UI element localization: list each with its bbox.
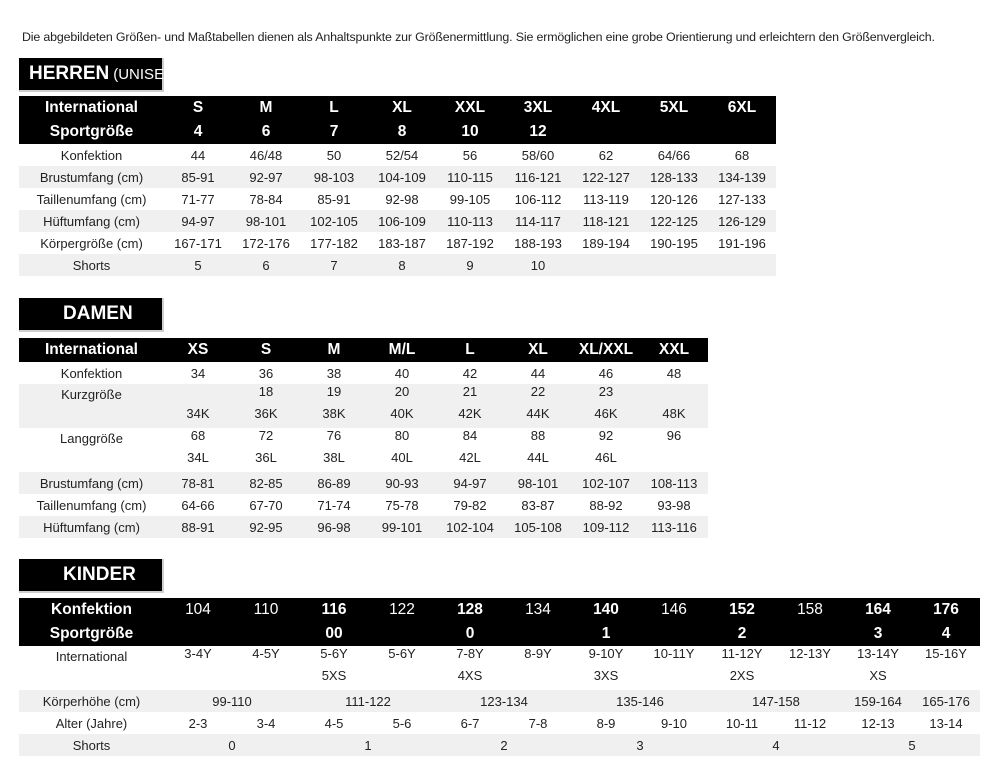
- table-cell: 102-105: [300, 210, 368, 232]
- table-cell: 6: [232, 254, 300, 276]
- row-label: Körperhöhe (cm): [19, 690, 164, 712]
- table-cell: 127-133: [708, 188, 776, 210]
- table-cell: 109-112: [572, 516, 640, 538]
- table-cell: 6-7: [436, 712, 504, 734]
- table-cell: [504, 646, 572, 690]
- cell-bottom-value: [504, 668, 572, 690]
- table-cell: [300, 428, 368, 472]
- cell-bottom-value: 42L: [459, 450, 481, 465]
- table-cell: 102-107: [572, 472, 640, 494]
- cell-top-value: 19: [326, 384, 342, 399]
- header-size: L: [300, 96, 368, 120]
- herren-subtitle: (UNISEX): [113, 65, 180, 83]
- cell-top-value: 18: [258, 384, 274, 399]
- table-row: [19, 428, 708, 472]
- table-cell: 105-108: [504, 516, 572, 538]
- table-row: [19, 210, 776, 232]
- cell-top-value: 15-16Y: [925, 646, 967, 661]
- table-row: [19, 712, 980, 734]
- table-cell: [504, 384, 572, 428]
- table-cell: 56: [436, 144, 504, 166]
- row-label: Konfektion: [19, 144, 164, 166]
- header-size: 146: [640, 598, 708, 622]
- header-sport-size: [776, 622, 844, 646]
- header-size: 164: [844, 598, 912, 622]
- header-size: 5XL: [640, 96, 708, 120]
- table-cell: 85-91: [300, 188, 368, 210]
- table-cell: 9: [436, 254, 504, 276]
- table-cell: 92-98: [368, 188, 436, 210]
- table-cell: 191-196: [708, 232, 776, 254]
- kinder-table: [19, 598, 980, 756]
- table-cell: [164, 646, 232, 690]
- header-size: 116: [300, 598, 368, 622]
- cell-top-value: 9-10Y: [588, 646, 624, 661]
- table-cell: 4-5: [300, 712, 368, 734]
- table-cell: 4: [708, 734, 844, 756]
- table-cell: [912, 646, 980, 690]
- header-sport-size: 0: [436, 622, 504, 646]
- table-cell: 9-10: [640, 712, 708, 734]
- table-cell: 50: [300, 144, 368, 166]
- header-size: XL/XXL: [572, 338, 640, 362]
- cell-top-value: 21: [462, 384, 478, 399]
- cell-bottom-value: 46K: [594, 406, 618, 421]
- table-cell: 7: [300, 254, 368, 276]
- header-size: XL: [368, 96, 436, 120]
- table-cell: 7-8: [504, 712, 572, 734]
- cell-bottom-value: 44K: [526, 406, 550, 421]
- header-size: L: [436, 338, 504, 362]
- table-cell: [436, 428, 504, 472]
- table-cell: 38: [300, 362, 368, 384]
- table-row: [19, 254, 776, 276]
- table-cell: 98-101: [504, 472, 572, 494]
- table-row: [19, 232, 776, 254]
- cell-top-value: 72: [258, 428, 274, 443]
- table-cell: 108-113: [640, 472, 708, 494]
- intro-text: Die abgebildeten Größen- und Maßtabellen dienen als Anhaltspunkte zur Größenermittlung. Sie ermöglichen eine grobe Orientierung und erleichtern den Größenvergleich.: [22, 30, 935, 44]
- table-cell: 94-97: [164, 210, 232, 232]
- table-cell: 10-11: [708, 712, 776, 734]
- herren-header-international: [19, 96, 776, 120]
- table-cell: 190-195: [640, 232, 708, 254]
- table-cell: [640, 646, 708, 690]
- table-cell: 111-122: [300, 690, 436, 712]
- table-cell: 52/54: [368, 144, 436, 166]
- kinder-title-box: [19, 559, 164, 593]
- table-cell: 122-125: [640, 210, 708, 232]
- table-cell: 46/48: [232, 144, 300, 166]
- table-cell: 42: [436, 362, 504, 384]
- cell-top-value: 23: [598, 384, 614, 399]
- table-cell: [504, 428, 572, 472]
- table-cell: 116-121: [504, 166, 572, 188]
- table-cell: 99-105: [436, 188, 504, 210]
- cell-top-value: 12-13Y: [789, 646, 831, 661]
- table-cell: 189-194: [572, 232, 640, 254]
- cell-top-value: [640, 384, 708, 406]
- table-cell: 123-134: [436, 690, 572, 712]
- table-cell: [572, 384, 640, 428]
- cell-bottom-value: [640, 450, 708, 472]
- table-cell: 3-4: [232, 712, 300, 734]
- cell-bottom-value: [912, 668, 980, 690]
- header-size: S: [232, 338, 300, 362]
- header-sport-size: [708, 120, 776, 144]
- table-cell: 62: [572, 144, 640, 166]
- herren-header-sport: [19, 120, 776, 144]
- table-cell: 71-74: [300, 494, 368, 516]
- table-cell: 12-13: [844, 712, 912, 734]
- header-sport-size: [368, 622, 436, 646]
- table-cell: [300, 384, 368, 428]
- header-size: 128: [436, 598, 504, 622]
- table-cell: [640, 384, 708, 428]
- cell-bottom-value: 36L: [255, 450, 277, 465]
- cell-bottom-value: 4XS: [457, 668, 483, 683]
- cell-bottom-value: 48K: [662, 406, 686, 421]
- cell-top-value: 84: [462, 428, 478, 443]
- table-cell: 78-81: [164, 472, 232, 494]
- table-cell: 8-9: [572, 712, 640, 734]
- table-cell: 113-116: [640, 516, 708, 538]
- table-row: [19, 362, 708, 384]
- table-cell: 93-98: [640, 494, 708, 516]
- cell-top-value: 80: [394, 428, 410, 443]
- table-row: [19, 734, 980, 756]
- header-label: Sportgröße: [19, 622, 164, 646]
- table-cell: 165-176: [912, 690, 980, 712]
- table-cell: 48: [640, 362, 708, 384]
- cell-top-value: 4-5Y: [252, 646, 280, 661]
- row-label: Hüftumfang (cm): [19, 516, 164, 538]
- header-sport-size: [504, 622, 572, 646]
- table-cell: 159-164: [844, 690, 912, 712]
- header-sport-size: 7: [300, 120, 368, 144]
- header-size: XS: [164, 338, 232, 362]
- cell-top-value: 68: [190, 428, 206, 443]
- table-cell: 71-77: [164, 188, 232, 210]
- header-sport-size: [232, 622, 300, 646]
- header-size: S: [164, 96, 232, 120]
- table-cell: [368, 428, 436, 472]
- table-cell: [368, 646, 436, 690]
- table-row: [19, 144, 776, 166]
- table-cell: 147-158: [708, 690, 844, 712]
- table-cell: 187-192: [436, 232, 504, 254]
- table-cell: 94-97: [436, 472, 504, 494]
- table-row: [19, 472, 708, 494]
- table-row: [19, 646, 980, 690]
- cell-top-value: 20: [394, 384, 410, 399]
- table-cell: 135-146: [572, 690, 708, 712]
- header-size: M: [300, 338, 368, 362]
- header-size: 4XL: [572, 96, 640, 120]
- cell-bottom-value: 2XS: [729, 668, 755, 683]
- cell-bottom-value: 40L: [391, 450, 413, 465]
- cell-bottom-value: [776, 668, 844, 690]
- cell-bottom-value: XS: [869, 668, 887, 683]
- cell-top-value: 10-11Y: [653, 646, 695, 661]
- table-cell: 90-93: [368, 472, 436, 494]
- header-size: 3XL: [504, 96, 572, 120]
- header-size: 6XL: [708, 96, 776, 120]
- header-size: 140: [572, 598, 640, 622]
- cell-top-value: 13-14Y: [857, 646, 899, 661]
- table-cell: 3: [572, 734, 708, 756]
- cell-bottom-value: 40K: [390, 406, 414, 421]
- row-label: Brustumfang (cm): [19, 166, 164, 188]
- cell-top-value: 22: [530, 384, 546, 399]
- row-label: Hüftumfang (cm): [19, 210, 164, 232]
- table-cell: [572, 428, 640, 472]
- row-label: Konfektion: [19, 362, 164, 384]
- table-cell: 134-139: [708, 166, 776, 188]
- kinder-title: KINDER: [63, 564, 136, 585]
- cell-top-value: [164, 384, 232, 406]
- table-cell: 86-89: [300, 472, 368, 494]
- damen-header-international: [19, 338, 708, 362]
- header-size: 158: [776, 598, 844, 622]
- cell-bottom-value: 42K: [458, 406, 482, 421]
- cell-bottom-value: 46L: [595, 450, 617, 465]
- row-label: Langgröße: [19, 428, 164, 472]
- table-cell: 177-182: [300, 232, 368, 254]
- cell-top-value: 8-9Y: [524, 646, 552, 661]
- table-cell: 118-121: [572, 210, 640, 232]
- header-sport-size: 10: [436, 120, 504, 144]
- herren-title-box: [19, 58, 180, 92]
- header-sport-size: 00: [300, 622, 368, 646]
- header-label: International: [19, 338, 164, 362]
- table-cell: 64/66: [640, 144, 708, 166]
- row-label: Brustumfang (cm): [19, 472, 164, 494]
- header-sport-size: [164, 622, 232, 646]
- table-cell: 83-87: [504, 494, 572, 516]
- table-cell: [232, 428, 300, 472]
- table-cell: 82-85: [232, 472, 300, 494]
- table-cell: 67-70: [232, 494, 300, 516]
- header-sport-size: [572, 120, 640, 144]
- row-label: Körpergröße (cm): [19, 232, 164, 254]
- table-cell: 1: [300, 734, 436, 756]
- table-cell: 106-109: [368, 210, 436, 232]
- header-label: Sportgröße: [19, 120, 164, 144]
- table-cell: 36: [232, 362, 300, 384]
- table-cell: 64-66: [164, 494, 232, 516]
- row-label: Kurzgröße: [19, 384, 164, 428]
- table-row: [19, 188, 776, 210]
- table-cell: [436, 646, 504, 690]
- header-sport-size: 8: [368, 120, 436, 144]
- table-cell: 2-3: [164, 712, 232, 734]
- cell-bottom-value: 36K: [254, 406, 278, 421]
- header-size: 176: [912, 598, 980, 622]
- table-cell: 102-104: [436, 516, 504, 538]
- row-label: Taillenumfang (cm): [19, 494, 164, 516]
- table-cell: 5: [164, 254, 232, 276]
- header-sport-size: 3: [844, 622, 912, 646]
- table-cell: 78-84: [232, 188, 300, 210]
- table-cell: [640, 428, 708, 472]
- table-cell: 120-126: [640, 188, 708, 210]
- row-label: International: [19, 646, 164, 690]
- table-cell: 96-98: [300, 516, 368, 538]
- table-cell: [776, 646, 844, 690]
- table-cell: [572, 646, 640, 690]
- table-cell: [572, 254, 640, 276]
- table-cell: 110-115: [436, 166, 504, 188]
- table-cell: 99-101: [368, 516, 436, 538]
- header-size: XXL: [436, 96, 504, 120]
- header-sport-size: 1: [572, 622, 640, 646]
- header-sport-size: [640, 622, 708, 646]
- table-cell: 5: [844, 734, 980, 756]
- table-cell: 0: [164, 734, 300, 756]
- table-cell: 46: [572, 362, 640, 384]
- table-cell: 167-171: [164, 232, 232, 254]
- table-cell: 92-95: [232, 516, 300, 538]
- cell-top-value: 3-4Y: [184, 646, 212, 661]
- header-size: M/L: [368, 338, 436, 362]
- table-cell: [640, 254, 708, 276]
- header-size: XXL: [640, 338, 708, 362]
- table-cell: 99-110: [164, 690, 300, 712]
- table-cell: 88-92: [572, 494, 640, 516]
- table-cell: [708, 254, 776, 276]
- header-sport-size: 2: [708, 622, 776, 646]
- cell-bottom-value: [164, 668, 232, 690]
- header-size: XL: [504, 338, 572, 362]
- cell-top-value: 76: [326, 428, 342, 443]
- table-cell: 122-127: [572, 166, 640, 188]
- table-cell: 34: [164, 362, 232, 384]
- kinder-header-konfektion: [19, 598, 980, 622]
- table-cell: 126-129: [708, 210, 776, 232]
- header-sport-size: 4: [912, 622, 980, 646]
- cell-bottom-value: 3XS: [593, 668, 619, 683]
- table-cell: 11-12: [776, 712, 844, 734]
- table-cell: 10: [504, 254, 572, 276]
- cell-bottom-value: 44L: [527, 450, 549, 465]
- row-label: Taillenumfang (cm): [19, 188, 164, 210]
- cell-bottom-value: [368, 668, 436, 690]
- table-cell: 113-119: [572, 188, 640, 210]
- cell-bottom-value: 38L: [323, 450, 345, 465]
- table-cell: 106-112: [504, 188, 572, 210]
- table-cell: 85-91: [164, 166, 232, 188]
- header-size: 134: [504, 598, 572, 622]
- table-row: [19, 494, 708, 516]
- cell-bottom-value: [640, 668, 708, 690]
- row-label: Alter (Jahre): [19, 712, 164, 734]
- table-cell: 75-78: [368, 494, 436, 516]
- herren-title: HERREN: [29, 63, 110, 84]
- header-size: M: [232, 96, 300, 120]
- cell-top-value: 92: [598, 428, 614, 443]
- kinder-header-sport: [19, 622, 980, 646]
- table-row: [19, 384, 708, 428]
- table-row: [19, 166, 776, 188]
- table-cell: 172-176: [232, 232, 300, 254]
- table-cell: 104-109: [368, 166, 436, 188]
- table-cell: [164, 384, 232, 428]
- table-cell: 79-82: [436, 494, 504, 516]
- table-cell: 44: [504, 362, 572, 384]
- table-cell: [164, 428, 232, 472]
- table-cell: 40: [368, 362, 436, 384]
- header-sport-size: 12: [504, 120, 572, 144]
- cell-top-value: 5-6Y: [320, 646, 348, 661]
- header-size: 152: [708, 598, 776, 622]
- table-cell: 98-103: [300, 166, 368, 188]
- table-cell: [232, 646, 300, 690]
- damen-table: [19, 338, 708, 538]
- damen-title-box: [19, 298, 164, 332]
- table-cell: 92-97: [232, 166, 300, 188]
- cell-bottom-value: 5XS: [321, 668, 347, 683]
- cell-top-value: 88: [530, 428, 546, 443]
- cell-top-value: 7-8Y: [456, 646, 484, 661]
- table-cell: 58/60: [504, 144, 572, 166]
- table-cell: 44: [164, 144, 232, 166]
- table-cell: 13-14: [912, 712, 980, 734]
- header-sport-size: 4: [164, 120, 232, 144]
- table-cell: 5-6: [368, 712, 436, 734]
- table-cell: 88-91: [164, 516, 232, 538]
- cell-bottom-value: 38K: [322, 406, 346, 421]
- cell-top-value: 11-12Y: [721, 646, 763, 661]
- table-cell: [232, 384, 300, 428]
- header-sport-size: [640, 120, 708, 144]
- table-cell: 128-133: [640, 166, 708, 188]
- row-label: Shorts: [19, 254, 164, 276]
- table-cell: [844, 646, 912, 690]
- header-size: 110: [232, 598, 300, 622]
- header-size: 104: [164, 598, 232, 622]
- cell-bottom-value: 34L: [187, 450, 209, 465]
- table-cell: 98-101: [232, 210, 300, 232]
- table-row: [19, 690, 980, 712]
- herren-table: [19, 96, 776, 276]
- table-cell: [436, 384, 504, 428]
- cell-top-value: 5-6Y: [388, 646, 416, 661]
- table-cell: [300, 646, 368, 690]
- table-cell: 2: [436, 734, 572, 756]
- header-sport-size: 6: [232, 120, 300, 144]
- table-cell: [368, 384, 436, 428]
- table-cell: 8: [368, 254, 436, 276]
- cell-bottom-value: [232, 668, 300, 690]
- row-label: Shorts: [19, 734, 164, 756]
- cell-bottom-value: 34K: [186, 406, 210, 421]
- table-row: [19, 516, 708, 538]
- table-cell: [708, 646, 776, 690]
- table-cell: 110-113: [436, 210, 504, 232]
- header-label: International: [19, 96, 164, 120]
- cell-top-value: 96: [666, 428, 682, 443]
- damen-title: DAMEN: [63, 303, 133, 324]
- table-cell: 188-193: [504, 232, 572, 254]
- header-size: 122: [368, 598, 436, 622]
- table-cell: 114-117: [504, 210, 572, 232]
- table-cell: 183-187: [368, 232, 436, 254]
- table-cell: 68: [708, 144, 776, 166]
- header-label: Konfektion: [19, 598, 164, 622]
